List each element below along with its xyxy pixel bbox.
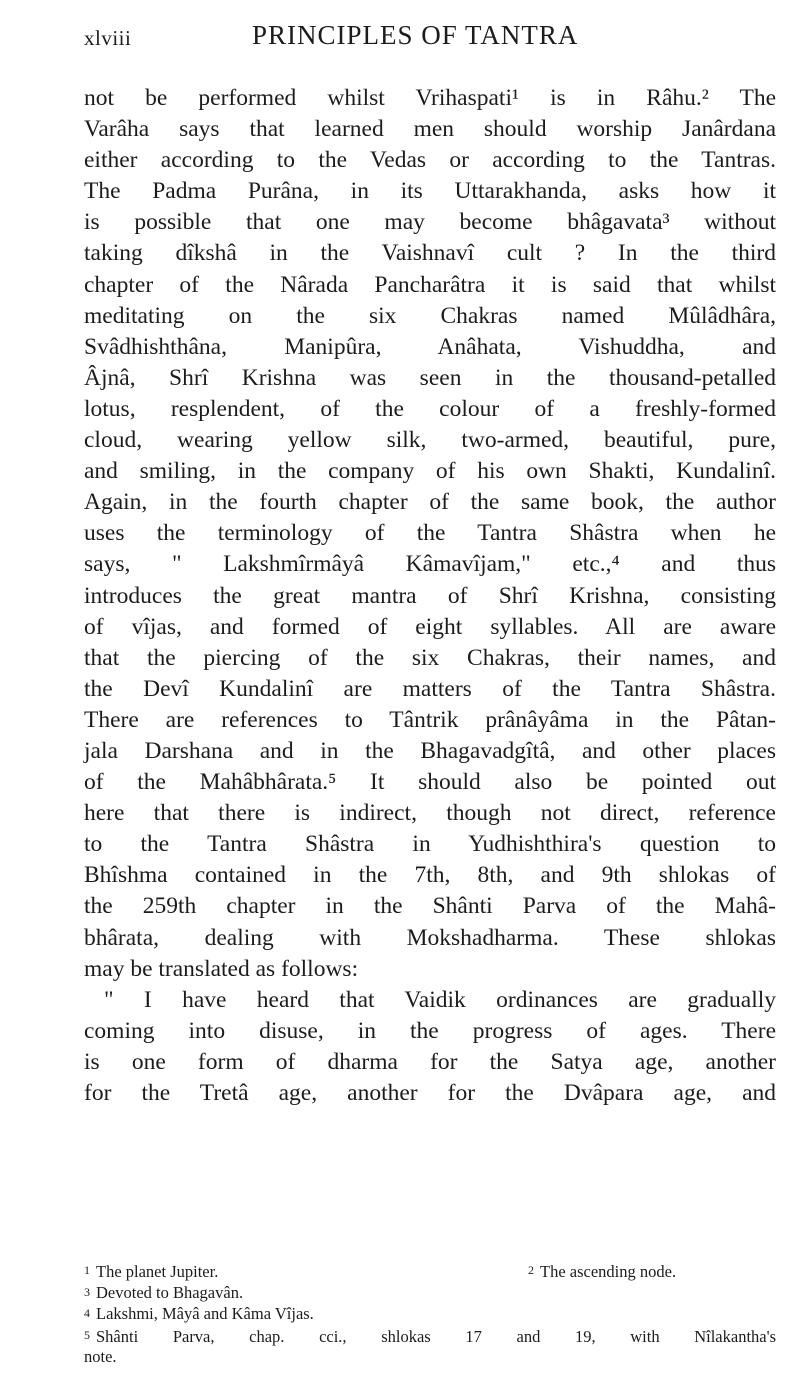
text-line: of vîjas, and formed of eight syllables. All are aware [84, 613, 776, 640]
text-line: The Padma Purâna, in its Uttarakhanda, asks how it [84, 178, 776, 205]
footnote-3-number: 3 [84, 1284, 90, 1299]
text-line: to the Tantra Shâstra in Yudhishthira's question to [84, 831, 776, 858]
text-line: bhârata, dealing with Mokshadharma. These shlokas [84, 924, 776, 951]
text-line: lotus, resplendent, of the colour of a freshly-formed [84, 395, 776, 422]
footnote-4-number: 4 [84, 1306, 90, 1320]
footnote-3 [84, 1282, 776, 1304]
text-line: " I have heard that Vaidik ordinances are gradually [104, 986, 776, 1013]
page-number: xlviii [84, 26, 132, 50]
text-line: Varâha says that learned men should worship Janârdana [84, 116, 776, 143]
footnote-5-cont-text: note. [84, 1347, 117, 1366]
footnote-5-text: Shânti Parva, chap. cci., shlokas 17 and 19, with Nîlakantha's [96, 1326, 776, 1346]
footnote-row [84, 1260, 776, 1282]
text-line: uses the terminology of the Tantra Shâstra when he [84, 520, 776, 547]
footnote-4-text: Lakshmi, Mâyâ and Kâma Vîjas. [96, 1304, 314, 1323]
text-line: Âjnâ, Shrî Krishna was seen in the thousand-petalled [84, 364, 776, 391]
text-line: here that there is indirect, though not direct, reference [84, 800, 776, 827]
footnote-1-text: The planet Jupiter. [96, 1262, 219, 1281]
text-line: Again, in the fourth chapter of the same book, the author [84, 489, 776, 516]
text-line: the Devî Kundalinî are matters of the Tantra Shâstra. [84, 675, 776, 702]
footnote-4 [84, 1303, 776, 1325]
footnote-1-number: 1 [84, 1263, 90, 1277]
footnotes [84, 1260, 776, 1368]
text-line: that the piercing of the six Chakras, their names, and [84, 644, 776, 671]
text-line: of the Mahâbhârata.⁵ It should also be pointed out [84, 769, 776, 796]
text-line: Bhîshma contained in the 7th, 8th, and 9th shlokas of [84, 862, 776, 889]
text-line: and smiling, in the company of his own Shakti, Kundalinî. [84, 458, 776, 485]
page-header [84, 20, 744, 54]
body-text [84, 83, 776, 1109]
text-line: chapter of the Nârada Pancharâtra it is said that whilst [84, 271, 776, 298]
text-line: cloud, wearing yellow silk, two-armed, beautiful, pure, [84, 427, 776, 454]
footnote-5-line [84, 1325, 776, 1347]
text-line: There are references to Tântrik prânâyâma in the Pâtan- [84, 706, 776, 733]
text-line: introduces the great mantra of Shrî Krishna, consisting [84, 582, 776, 609]
text-line: coming into disuse, in the progress of ages. There [84, 1017, 776, 1044]
text-line: meditating on the six Chakras named Mûlâdhâra, [84, 302, 776, 329]
footnote-5-continuation [84, 1346, 776, 1368]
text-line: says, " Lakshmîrmâyâ Kâmavîjam," etc.,⁴ and thus [84, 551, 776, 578]
text-line: Svâdhishthâna, Manipûra, Anâhata, Vishuddha, and [84, 333, 776, 360]
footnote-1 [84, 1260, 528, 1282]
footnote-5 [84, 1325, 776, 1347]
footnote-5-number: 5 [84, 1327, 90, 1342]
running-head: PRINCIPLES OF TANTRA [252, 20, 579, 50]
text-line: either according to the Vedas or according to the Tantras. [84, 147, 776, 174]
text-line: may be translated as follows: [84, 955, 359, 982]
text-line: taking dîkshâ in the Vaishnavî cult ? In the third [84, 240, 776, 267]
footnote-2 [528, 1260, 676, 1282]
text-line: for the Tretâ age, another for the Dvâpara age, and [84, 1080, 776, 1106]
text-line: is possible that one may become bhâgavata³ without [84, 209, 776, 236]
text-line: jala Darshana and in the Bhagavadgîtâ, and other places [84, 737, 776, 764]
footnote-2-text: The ascending node. [540, 1262, 677, 1281]
text-line: not be performed whilst Vrihaspati¹ is in Râhu.² The [84, 85, 776, 111]
text-line: is one form of dharma for the Satya age, another [84, 1048, 776, 1075]
text-line: the 259th chapter in the Shânti Parva of the Mahâ- [84, 893, 776, 920]
footnote-2-number: 2 [528, 1263, 534, 1277]
footnote-3-text: Devoted to Bhagavân. [96, 1282, 244, 1302]
